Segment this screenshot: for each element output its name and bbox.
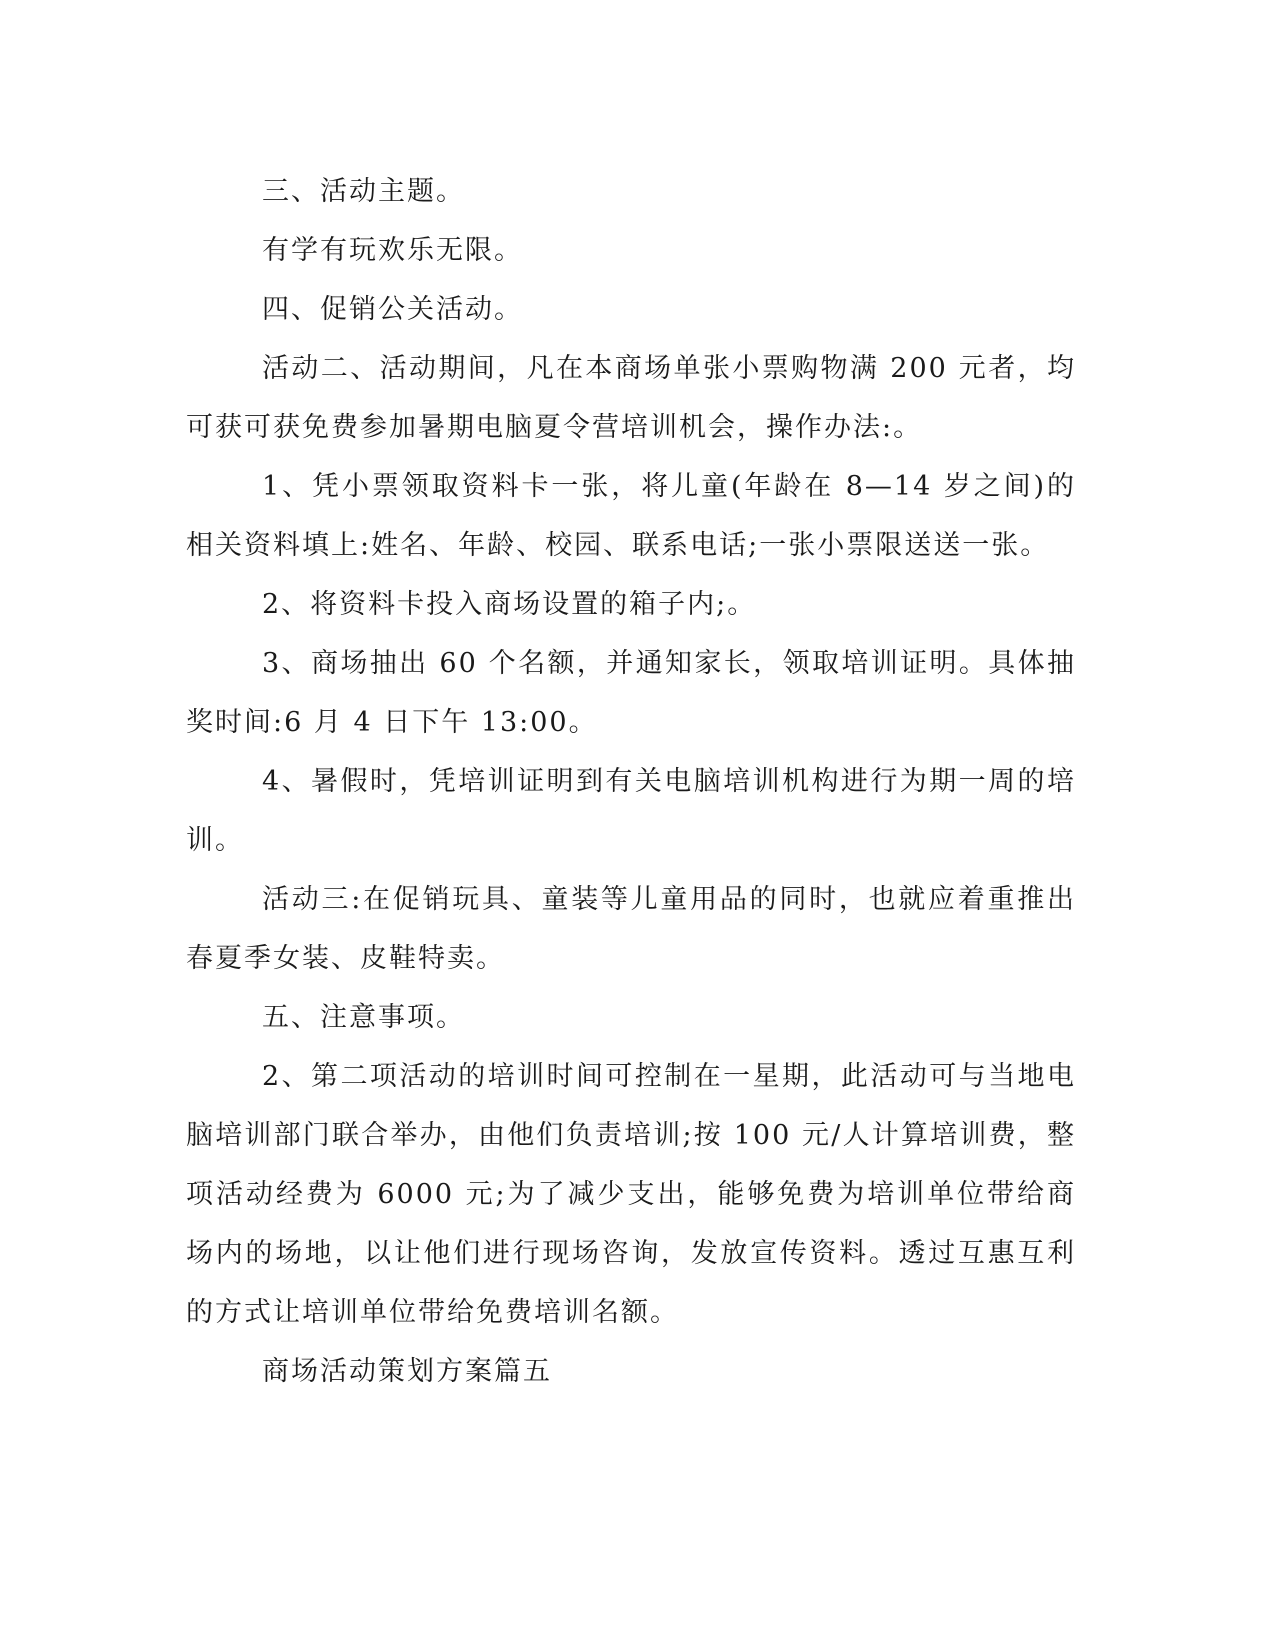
step-one-paragraph: 1、凭小票领取资料卡一张，将儿童(年龄在 8—14 岁之间)的相关资料填上:姓名、年龄、校园、联系电话;一张小票限送送一张。 — [186, 471, 1076, 561]
activity-three-paragraph: 活动三:在促销玩具、童装等儿童用品的同时，也就应着重推出春夏季女装、皮鞋特卖。 — [186, 884, 1076, 974]
step-four-paragraph: 4、暑假时，凭培训证明到有关电脑培训机构进行为期一周的培训。 — [186, 766, 1076, 856]
theme-text: 有学有玩欢乐无限。 — [262, 235, 523, 266]
document-body — [186, 162, 1076, 1401]
section-heading-notes: 五、注意事项。 — [262, 1002, 465, 1033]
next-section-title: 商场活动策划方案篇五 — [262, 1356, 552, 1387]
notes-paragraph: 2、第二项活动的培训时间可控制在一星期，此活动可与当地电脑培训部门联合举办，由他们负责培训;按 100 元/人计算培训费，整项活动经费为 6000 元;为了减少支出，能够免费为培训单位带给商场内的场地，以让他们进行现场咨询，发放宣传资料。透过互惠互利的方式让培训单位带给免费培训名额。 — [186, 1061, 1076, 1328]
activity-two-paragraph: 活动二、活动期间，凡在本商场单张小票购物满 200 元者，均可获可获免费参加暑期电脑夏令营培训机会，操作办法:。 — [186, 353, 1076, 443]
section-heading-theme: 三、活动主题。 — [262, 176, 465, 207]
step-three-paragraph: 3、商场抽出 60 个名额，并通知家长，领取培训证明。具体抽奖时间:6 月 4 日下午 13:00。 — [186, 648, 1076, 738]
section-heading-promotion: 四、促销公关活动。 — [262, 294, 523, 325]
step-two-paragraph: 2、将资料卡投入商场设置的箱子内;。 — [262, 589, 757, 620]
